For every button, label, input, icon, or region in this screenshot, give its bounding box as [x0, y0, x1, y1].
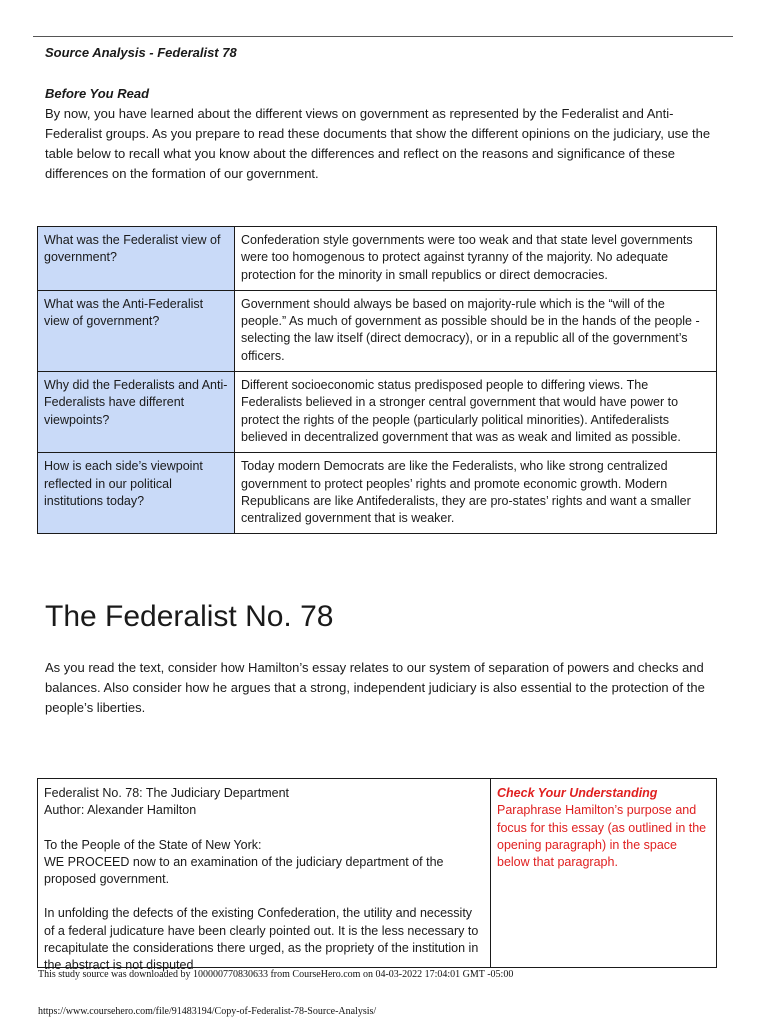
source-text-cell: [38, 779, 491, 973]
source-title: Source Analysis - Federalist 78: [45, 45, 237, 60]
document-title: Federalist No. 78: The Judiciary Department: [44, 786, 290, 800]
check-understanding-cell[interactable]: [491, 779, 717, 968]
opening-paragraph: WE PROCEED now to an examination of the judiciary department of the proposed government.: [44, 854, 444, 887]
check-understanding-heading: Check Your Understanding: [497, 786, 658, 800]
top-divider: [33, 36, 733, 37]
question-cell: Why did the Federalists and Anti-Federalists have different viewpoints?: [38, 372, 235, 453]
document-author: Author: Alexander Hamilton: [44, 803, 197, 818]
reading-instructions: As you read the text, consider how Hamilton’s essay relates to our system of separation of powers and checks and balances. Also consider how he argues that a strong, independent judiciary is also essential to the protection of the people’s liberties.: [45, 660, 705, 715]
download-notice: This study source was downloaded by 100000770830633 from CourseHero.com on 04-03-2022 17:04:01 GMT -05:00: [38, 969, 514, 980]
answer-cell[interactable]: Confederation style governments were too weak and that state level governments were too homogenous to protect against tyranny of the majority. No adequate protection for the minority in small republics or direct democracies.: [235, 227, 717, 291]
salutation: To the People of the State of New York:: [44, 837, 262, 852]
table-row: [38, 372, 717, 453]
federalist-title: The Federalist No. 78: [45, 600, 334, 633]
table-row: [38, 453, 717, 534]
comparison-table: [37, 226, 717, 534]
reading-table: [37, 778, 717, 973]
second-paragraph: In unfolding the defects of the existing Confederation, the utility and necessity of a federal judicature have been clearly pointed out. It is the less necessary to recapitulate the considerations there urged, as the propriety of the institution in the abstract is not disputed: [44, 906, 479, 973]
before-you-read-text: By now, you have learned about the different views on government as represented by the Federalist and Anti-Federalist groups. As you prepare to read these documents that show the different opinions on the judiciary, use the table below to recall what you know about the differences and reflect on the reasons and significance of these differences on the formation of our government.: [45, 106, 711, 181]
check-understanding-prompt: Paraphrase Hamilton’s purpose and focus for this essay (as outlined in the opening paragraph) in the space below that paragraph.: [497, 803, 707, 870]
question-cell: How is each side’s viewpoint reflected in our political institutions today?: [38, 453, 235, 534]
table-row: [38, 779, 717, 968]
before-you-read-heading: Before You Read: [45, 86, 150, 101]
question-cell: What was the Federalist view of government?: [38, 227, 235, 291]
answer-cell[interactable]: Different socioeconomic status predisposed people to differing views. The Federalists believed in a stronger central government that would have power to protect the rights of the people (particularly political minorities). Antifederalists believed in decentralized government that was as weak and limited as possible.: [235, 372, 717, 453]
table-row: [38, 290, 717, 371]
answer-cell[interactable]: Today modern Democrats are like the Federalists, who like strong centralized government to protect peoples’ rights and promote economic growth. Modern Republicans are like Antifederalists, they are pro-states’ rights and want a smaller centralized government that is weaker.: [235, 453, 717, 534]
source-url[interactable]: https://www.coursehero.com/file/91483194/Copy-of-Federalist-78-Source-Analysis/: [38, 1006, 377, 1017]
answer-cell[interactable]: Government should always be based on majority-rule which is the “will of the people.” As much of government as possible should be in the hands of the people - selecting the law itself (direct democracy), or in a republic all of the government’s officers.: [235, 290, 717, 371]
table-row: [38, 227, 717, 291]
question-cell: What was the Anti-Federalist view of government?: [38, 290, 235, 371]
